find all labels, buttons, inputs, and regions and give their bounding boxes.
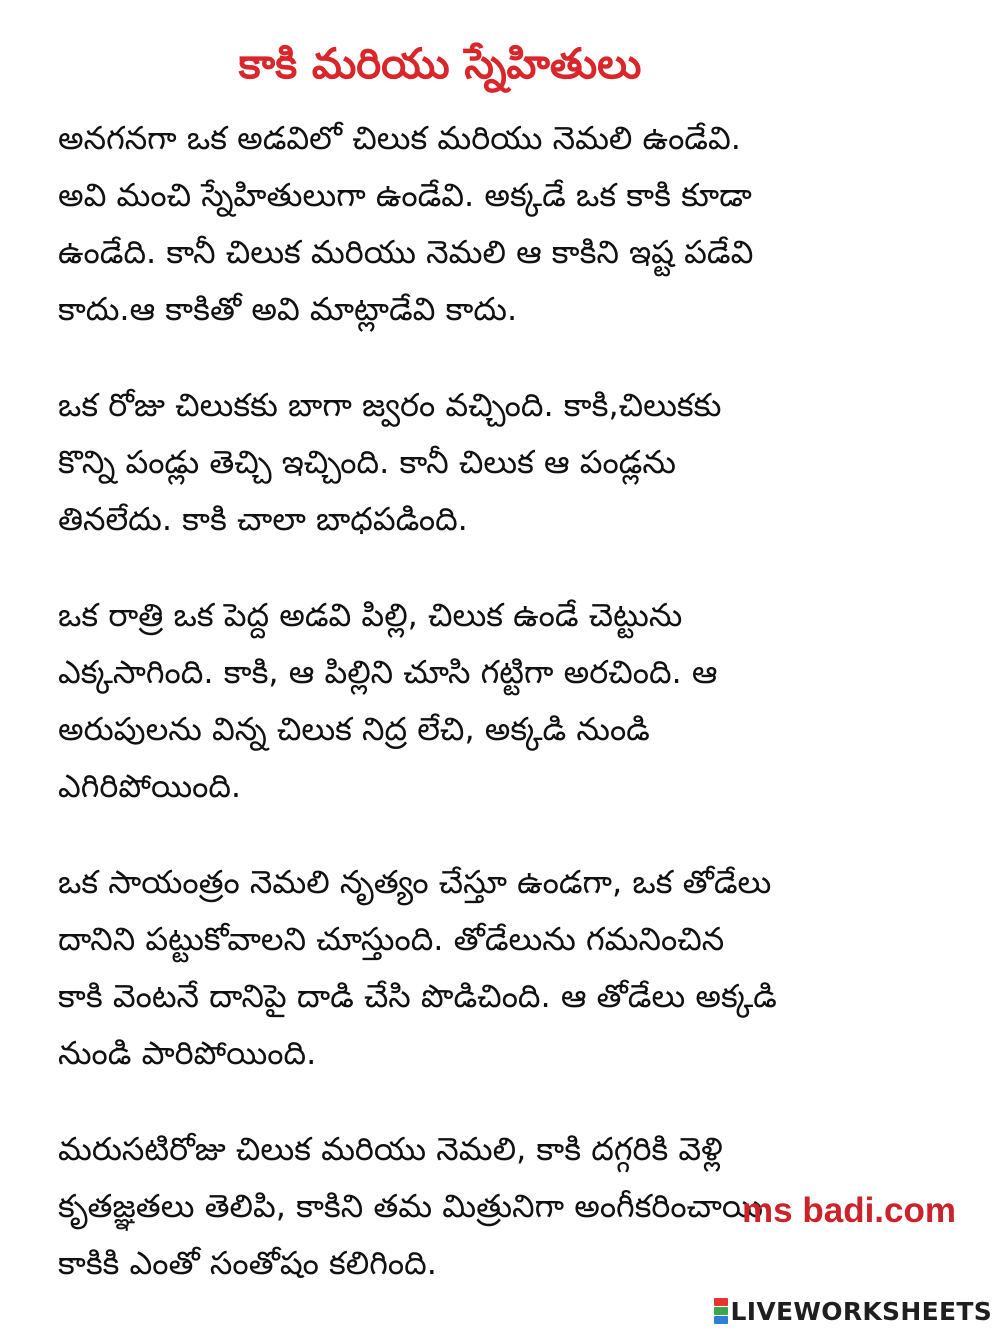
- story-line: కొన్ని పండ్లు తెచ్చి ఇచ్చింది. కానీ చిలుక ఆ పండ్లను: [58, 443, 676, 481]
- story-title: కాకి మరియు స్నేహితులు: [238, 39, 642, 88]
- story-line: కాదు.ఆ కాకితో అవి మాట్లాడేవి కాదు.: [58, 290, 518, 328]
- story-line: తినలేదు. కాకి చాలా బాధపడింది.: [58, 500, 468, 538]
- story-line: ఉండేది. కానీ చిలుక మరియు నెమలి ఆ కాకిని ఇష్ట పడేవి: [58, 233, 754, 271]
- watermark-text: LIVEWORKSHEETS: [730, 1296, 992, 1326]
- logo-bar-green: [714, 1307, 728, 1315]
- liveworksheets-logo-icon: [714, 1298, 728, 1324]
- logo-bar-red: [714, 1298, 728, 1306]
- liveworksheets-watermark: [714, 1295, 992, 1327]
- story-line: దానిని పట్టుకోవాలని చూస్తుంది. తోడేలును గమనించిన: [58, 920, 725, 958]
- story-line: కాకికి ఎంతో సంతోషం కలిగింది.: [58, 1244, 437, 1282]
- story-line: మరుసటిరోజు చిలుక మరియు నెమలి, కాకి దగ్గరికి వెళ్లి: [58, 1130, 723, 1168]
- story-paragraph-3: [58, 587, 968, 815]
- story-line: ఎగిరిపోయింది.: [58, 767, 242, 805]
- story-line: ఒక రోజు చిలుకకు బాగా జ్వరం వచ్చింది. కాకి,చిలుకకు: [58, 386, 722, 424]
- story-line: అనగనగా ఒక అడవిలో చిలుక మరియు నెమలి ఉండేవి.: [58, 119, 741, 157]
- story-line: ఎక్కసాగింది. కాకి, ఆ పిల్లిని చూసి గట్టిగా అరచింది. ఆ: [58, 653, 718, 691]
- story-line: అరుపులను విన్న చిలుక నిద్ర లేచి, అక్కడి నుండి: [58, 710, 650, 748]
- story-body: [58, 110, 968, 1331]
- story-line: కాకి వెంటనే దానిపై దాడి చేసి పొడిచింది. ఆ తోడేలు అక్కడి: [58, 977, 777, 1015]
- story-line: ఒక సాయంత్రం నెమలి నృత్యం చేస్తూ ఉండగా, ఒక తోడేలు: [58, 863, 772, 901]
- story-line: ఒక రాత్రి ఒక పెద్ద అడవి పిల్లి, చిలుక ఉండే చెట్టును: [58, 596, 683, 634]
- story-paragraph-2: [58, 377, 968, 548]
- story-line: నుండి పారిపోయింది.: [58, 1034, 317, 1072]
- logo-bar-blue: [714, 1316, 728, 1324]
- story-paragraph-4: [58, 854, 968, 1082]
- story-line: అవి మంచి స్నేహితులుగా ఉండేవి. అక్కడే ఒక కాకి కూడా: [58, 176, 752, 214]
- story-line: కృతజ్ఞతలు తెలిపి, కాకిని తమ మిత్రునిగా అంగీకరించాయి.: [58, 1187, 774, 1225]
- source-credit: ms badi.com: [742, 1191, 956, 1230]
- story-paragraph-1: [58, 110, 968, 338]
